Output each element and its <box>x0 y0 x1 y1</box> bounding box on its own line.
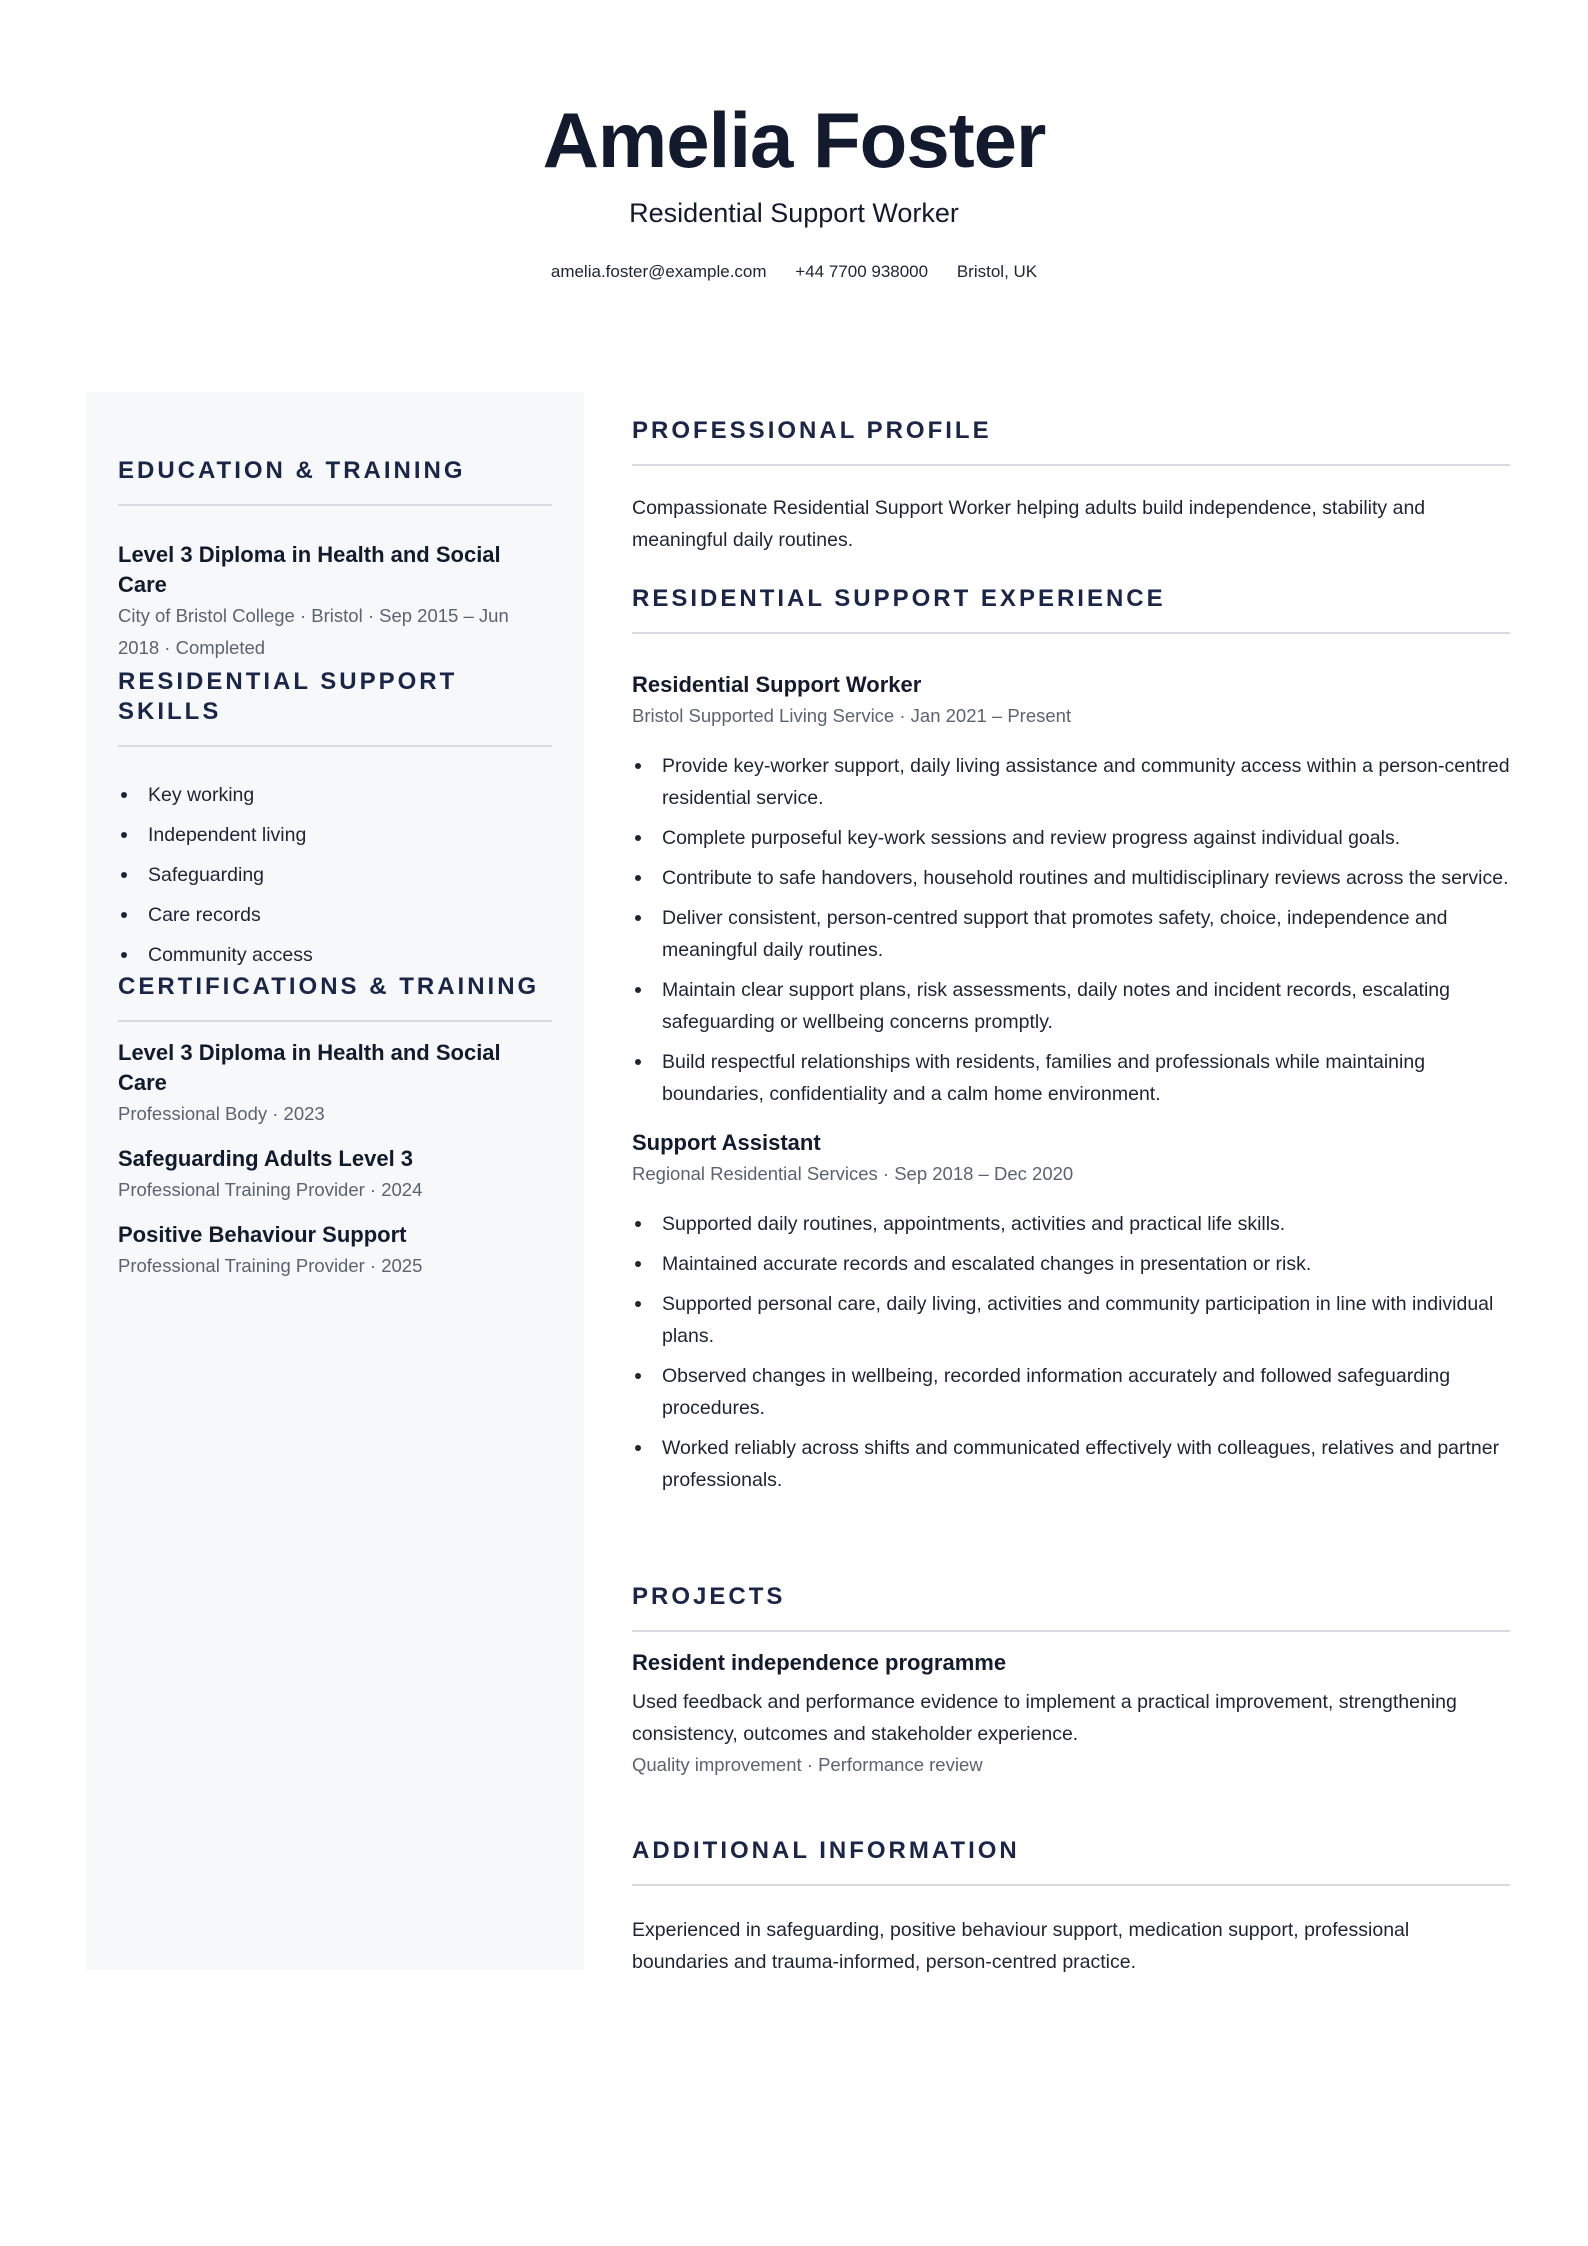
project-item <box>632 1648 1510 1780</box>
project-description: Used feedback and performance evidence to implement a practical improvement, strengthening consistency, outcomes and stakeholder experience. <box>632 1691 1457 1745</box>
job-bullet: Maintained accurate records and escalated changes in presentation or risk. <box>632 1248 1510 1280</box>
section-divider <box>118 504 552 506</box>
certification-title: Positive Behaviour Support <box>118 1222 407 1247</box>
job-bullet: Maintain clear support plans, risk assessments, daily notes and incident records, escalating safeguarding or wellbeing concerns promptly. <box>632 974 1510 1038</box>
contact-email[interactable]: amelia.foster@example.com <box>550 262 767 281</box>
candidate-role: Residential Support Worker <box>629 198 959 228</box>
section-title-profile: PROFESSIONAL PROFILE <box>632 417 992 444</box>
job-title: Support Assistant <box>632 1130 821 1155</box>
education-item <box>118 540 552 664</box>
section-divider <box>632 1630 1510 1632</box>
experience-section <box>632 584 1510 1504</box>
section-title-experience: RESIDENTIAL SUPPORT EXPERIENCE <box>632 585 1166 612</box>
section-title-skills: RESIDENTIAL SUPPORT SKILLS <box>118 668 458 725</box>
job-meta: Regional Residential Services · Sep 2018 – Dec 2020 <box>632 1163 1074 1184</box>
skill-item: Community access <box>118 939 552 971</box>
job-bullet: Worked reliably across shifts and communicated effectively with colleagues, relatives and partner professionals. <box>632 1432 1510 1496</box>
section-title-additional: ADDITIONAL INFORMATION <box>632 1837 1020 1864</box>
certifications-section <box>118 972 552 1282</box>
contact-phone[interactable]: +44 7700 938000 <box>795 262 929 281</box>
job-entry <box>632 1128 1510 1496</box>
job-title: Residential Support Worker <box>632 672 922 697</box>
job-bullet: Supported personal care, daily living, activities and community participation in line with individual plans. <box>632 1288 1510 1352</box>
section-divider <box>632 464 1510 466</box>
contact-line <box>0 260 1588 284</box>
job-entry <box>632 670 1510 1110</box>
certification-meta: Professional Training Provider · 2024 <box>118 1179 423 1200</box>
project-tags: Quality improvement · Performance review <box>632 1754 983 1775</box>
section-title-certifications: CERTIFICATIONS & TRAINING <box>118 973 540 1000</box>
job-bullets <box>632 750 1510 1110</box>
job-bullet: Supported daily routines, appointments, activities and practical life skills. <box>632 1208 1510 1240</box>
skill-item: Care records <box>118 899 552 931</box>
profile-text: Compassionate Residential Support Worker helping adults build independence, stability and meaningful daily routines. <box>632 497 1426 551</box>
job-bullets <box>632 1208 1510 1496</box>
additional-section <box>632 1836 1510 1978</box>
contact-location: Bristol, UK <box>956 262 1038 281</box>
section-divider <box>632 632 1510 634</box>
additional-text: Experienced in safeguarding, positive behaviour support, medication support, professional boundaries and trauma-informed, person-centred practice. <box>632 1919 1410 1973</box>
section-divider <box>632 1884 1510 1886</box>
job-bullet: Deliver consistent, person-centred support that promotes safety, choice, independence and meaningful daily routines. <box>632 902 1510 966</box>
job-bullet: Provide key-worker support, daily living assistance and community access within a person-centred residential service. <box>632 750 1510 814</box>
certification-title: Safeguarding Adults Level 3 <box>118 1146 414 1171</box>
section-divider <box>118 1020 552 1022</box>
certification-item <box>118 1144 552 1206</box>
skill-item: Safeguarding <box>118 859 552 891</box>
skills-list <box>118 779 552 971</box>
section-divider <box>118 745 552 747</box>
skill-item: Independent living <box>118 819 552 851</box>
sidebar <box>86 392 584 1970</box>
certification-meta: Professional Body · 2023 <box>118 1103 325 1124</box>
candidate-name: Amelia Foster <box>542 96 1046 184</box>
skill-item: Key working <box>118 779 552 811</box>
projects-section <box>632 1582 1510 1780</box>
certification-item <box>118 1220 552 1282</box>
job-meta: Bristol Supported Living Service · Jan 2021 – Present <box>632 705 1072 726</box>
profile-section <box>632 416 1510 556</box>
section-title-education: EDUCATION & TRAINING <box>118 457 466 484</box>
education-item-meta: City of Bristol College · Bristol · Sep 2015 – Jun 2018 · Completed <box>118 605 509 658</box>
education-section <box>118 456 552 664</box>
job-bullet: Complete purposeful key-work sessions and review progress against individual goals. <box>632 822 1510 854</box>
skills-section <box>118 667 552 979</box>
certification-meta: Professional Training Provider · 2025 <box>118 1255 423 1276</box>
section-title-projects: PROJECTS <box>632 1583 786 1610</box>
job-bullet: Observed changes in wellbeing, recorded information accurately and followed safeguarding procedures. <box>632 1360 1510 1424</box>
job-bullet: Build respectful relationships with residents, families and professionals while maintaining boundaries, confidentiality and a calm home environment. <box>632 1046 1510 1110</box>
education-item-title: Level 3 Diploma in Health and Social Care <box>118 542 501 597</box>
job-bullet: Contribute to safe handovers, household routines and multidisciplinary reviews across the service. <box>632 862 1510 894</box>
project-title: Resident independence programme <box>632 1650 1007 1675</box>
certification-title: Level 3 Diploma in Health and Social Care <box>118 1040 501 1095</box>
certification-item <box>118 1038 552 1130</box>
